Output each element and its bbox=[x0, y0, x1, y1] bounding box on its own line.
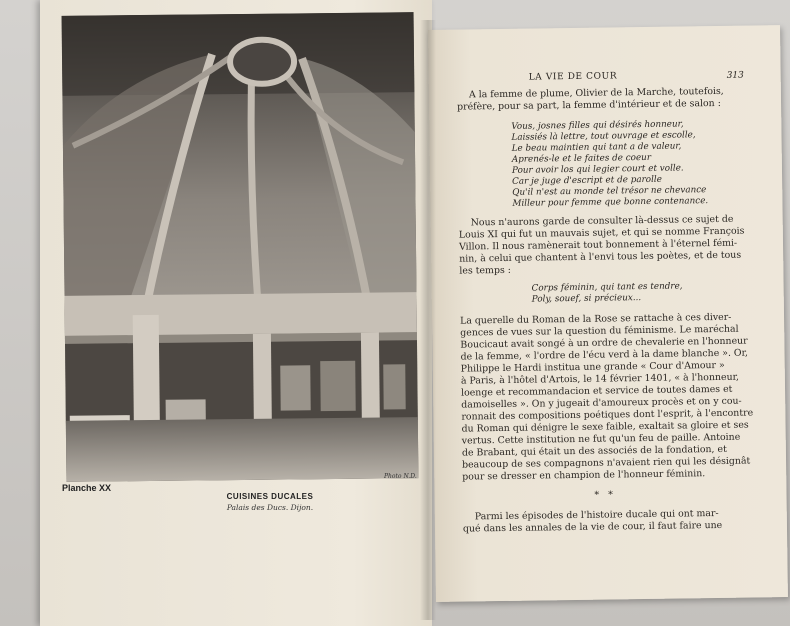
text-line: A la femme de plume, Olivier de la Marche, toutefois, bbox=[468, 85, 724, 101]
plate-label: Planche XX bbox=[62, 483, 112, 493]
text-line: loenge et recommandacion et service de toutes dames et bbox=[460, 383, 733, 399]
text-line: Nous n'aurons garde de consulter là-dessus ce sujet de bbox=[470, 213, 734, 229]
text-line: La querelle du Roman de la Rose se rattache à ces diver- bbox=[459, 311, 732, 327]
asterism: * * bbox=[594, 489, 616, 501]
text-line: Parmi les épisodes de l'histoire ducale qui ont mar- bbox=[474, 507, 719, 523]
verse-line: Milleur pour femme que bonne contenance. bbox=[512, 196, 709, 209]
running-head: LA VIE DE COUR bbox=[528, 71, 618, 83]
right-page bbox=[428, 25, 788, 602]
text-line: de la femme, « l'ordre de l'écu verd à la dame blanche ». Or, bbox=[460, 347, 749, 363]
book-spine-shadow bbox=[420, 20, 436, 620]
photo-credit: Photo N.D. bbox=[384, 473, 417, 480]
text-line: qué dans les annales de la vie de cour, il faut faire une bbox=[462, 519, 723, 535]
text-line: préfère, pour sa part, la femme d'intérieur et de salon : bbox=[457, 97, 721, 113]
page-number: 313 bbox=[726, 70, 744, 81]
caption-subtitle: Palais des Ducs. Dijon. bbox=[226, 503, 314, 512]
text-line: Louis XI qui fut un mauvais sujet, et qui se nomme François bbox=[458, 225, 745, 241]
text-line: les temps : bbox=[459, 264, 511, 277]
verse-line: Pour avoir los qui legier court et volle. bbox=[511, 163, 684, 176]
kitchen-photograph bbox=[62, 12, 419, 482]
text-line: ronnait des compositions poétiques dont l'esprit, à l'encontre bbox=[461, 407, 754, 423]
verse-line: Vous, josnes filles qui désirés honneur, bbox=[511, 119, 684, 132]
verse-line: Aprenés-le et le faites de coeur bbox=[511, 152, 652, 165]
text-line: gences de vues sur la question du féminisme. Le maréchal bbox=[460, 323, 739, 339]
verse-line: Qu'il n'est au monde tel trésor ne chevance bbox=[512, 185, 707, 198]
text-line: Philippe le Hardi institua une grande « Cour d'Amour » bbox=[460, 359, 725, 375]
verse-line: Poly, souef, si précieux... bbox=[531, 293, 642, 305]
text-line: du Roman qui dénigre le sexe faible, exaltait sa gloire et ses bbox=[461, 419, 749, 435]
text-line: pour se dresser en champion de l'honneur féminin. bbox=[462, 468, 706, 483]
verse-line: Corps féminin, qui tant es tendre, bbox=[531, 281, 683, 294]
verse-line: Laissiés là lettre, tout ouvrage et escolle, bbox=[511, 130, 696, 143]
text-line: nin, à celui que chantent à l'envi tous les poètes, et de tous bbox=[459, 249, 742, 265]
verse-line: Le beau maintien qui tant a de valeur, bbox=[511, 141, 682, 154]
vaulted-kitchen-illustration bbox=[62, 12, 419, 482]
text-line: de Brabant, qui était un des associés de la fondation, et bbox=[461, 443, 727, 459]
text-line: à Paris, à l'hôtel d'Artois, le 14 février 1401, « à l'honneur, bbox=[460, 371, 740, 387]
verse-line: Car je juge d'escript et de parolle bbox=[512, 174, 662, 187]
text-line: damoiselles ». On y jugeait d'amoureux procès et on y cou- bbox=[461, 395, 742, 411]
text-line: beaucoup de ses compagnons n'avaient rien qui les désignât bbox=[462, 455, 751, 471]
text-line: Boucicaut avait songé à un ordre de chevalerie en l'honneur bbox=[460, 335, 748, 351]
text-line: vertus. Cette institution ne fut qu'un feu de paille. Antoine bbox=[461, 431, 741, 447]
caption-title: CUISINES DUCALES bbox=[226, 492, 314, 501]
text-line: Villon. Il nous ramènerait tout bonnement à l'éternel fémi- bbox=[458, 237, 738, 253]
